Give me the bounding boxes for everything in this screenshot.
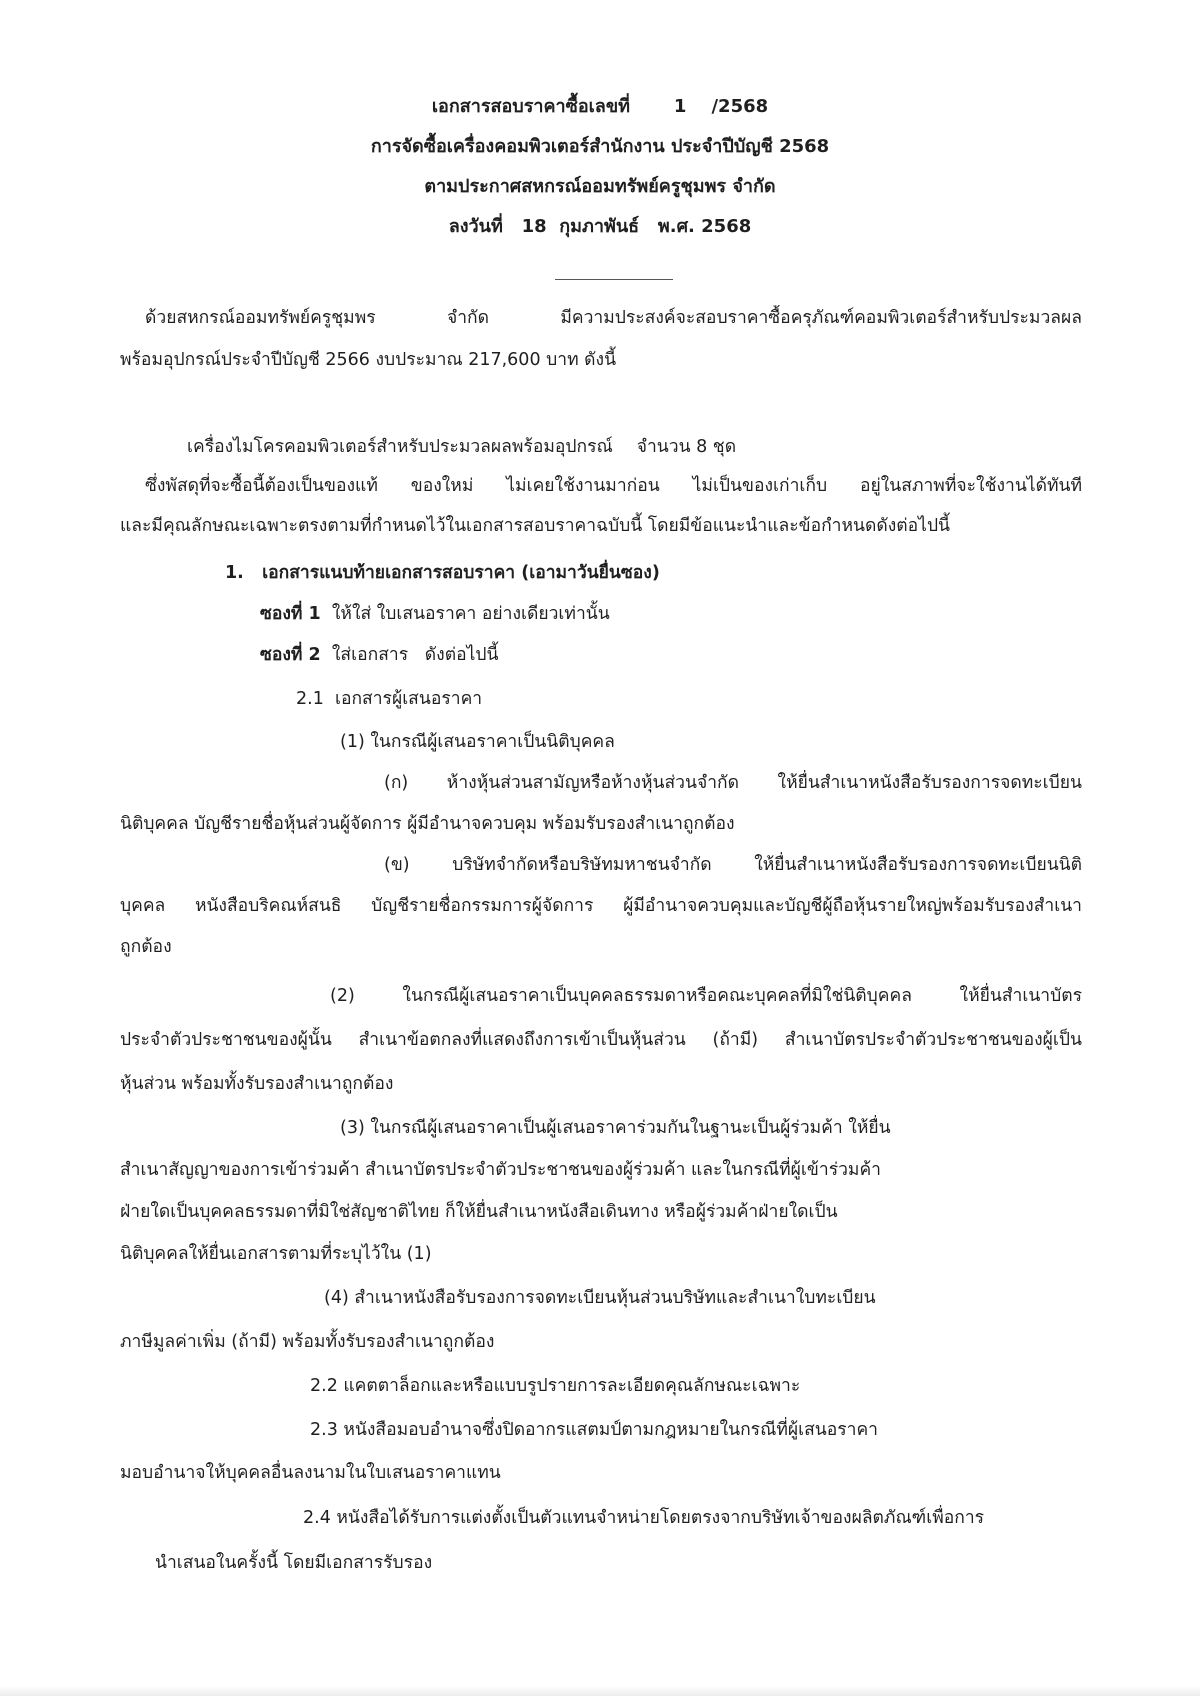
document-date: ลงวันที่ 18 กุมภาพันธ์ พ.ศ. 2568: [448, 216, 752, 237]
item-2-1-p1b-line-2: บุคคล หนังสือบริคณห์สนธิ บัญชีรายชื่อกรรมการผู้จัดการ ผู้มีอำนาจควบคุมและบัญชีผู้ถือหุ้นรายใหญ่พร้อมรับรองสำเนา: [120, 896, 1082, 916]
item-2-1-p1-title: (1) ในกรณีผู้เสนอราคาเป็นนิติบุคคล: [340, 732, 615, 752]
item-2-4-line-1: 2.4 หนังสือได้รับการแต่งตั้งเป็นตัวแทนจำหน่ายโดยตรงจากบริษัทเจ้าของผลิตภัณฑ์เพื่อการ: [303, 1508, 985, 1528]
item-2-1-p3-line-1: (3) ในกรณีผู้เสนอราคาเป็นผู้เสนอราคาร่วมกันในฐานะเป็นผู้ร่วมค้า ให้ยื่น: [340, 1118, 891, 1138]
item-2-1-p1b-line-1: (ข) บริษัทจำกัดหรือบริษัทมหาชนจำกัด ให้ยื่นสำเนาหนังสือรับรองการจดทะเบียนนิติ: [384, 855, 1082, 875]
section-1-heading: 1. เอกสารแนบท้ายเอกสารสอบราคา (เอามาวันยื่นซอง): [225, 563, 660, 583]
item-2-1-p4-line-1: (4) สำเนาหนังสือรับรองการจดทะเบียนหุ้นส่วนบริษัทและสำเนาใบทะเบียน: [324, 1288, 876, 1308]
item-2-4-line-2: นำเสนอในครั้งนี้ โดยมีเอกสารรับรอง: [155, 1553, 433, 1573]
item-2-1-p3-line-3: ฝ่ายใดเป็นบุคคลธรรมดาที่มิใช่สัญชาติไทย ก็ให้ยื่นสำเนาหนังสือเดินทาง หรือผู้ร่วมค้าฝ่ายใดเป็น: [120, 1202, 838, 1222]
header-divider: [555, 279, 673, 280]
item-2-2: 2.2 แคตตาล็อกและหรือแบบรูปรายการละเอียดคุณลักษณะเฉพาะ: [310, 1376, 801, 1396]
item-2-1-p1b-line-3: ถูกต้อง: [120, 937, 172, 957]
item-2-1-title: 2.1 เอกสารผู้เสนอราคา: [296, 689, 483, 709]
item-2-1-p3-line-4: นิติบุคคลให้ยื่นเอกสารตามที่ระบุไว้ใน (1): [120, 1244, 432, 1264]
envelope-2-text: ใส่เอกสาร ดังต่อไปนี้: [331, 645, 499, 665]
item-description: เครื่องไมโครคอมพิวเตอร์สำหรับประมวลผลพร้อมอุปกรณ์: [187, 437, 613, 457]
item-quantity: จำนวน 8 ชุด: [636, 437, 737, 457]
item-2-3-line-2: มอบอำนาจให้บุคคลอื่นลงนามในใบเสนอราคาแทน: [120, 1463, 501, 1483]
intro-line-2: พร้อมอุปกรณ์ประจำปีบัญชี 2566 งบประมาณ 217,600 บาท ดังนี้: [120, 350, 617, 370]
item-2-1-p2-line-1: (2) ในกรณีผู้เสนอราคาเป็นบุคคลธรรมดาหรือคณะบุคคลที่มิใช่นิติบุคคล ให้ยื่นสำเนาบัตร: [330, 986, 1082, 1006]
item-line: [187, 434, 736, 460]
conditions-line-2: และมีคุณลักษณะเฉพาะตรงตามที่กำหนดไว้ในเอกสารสอบราคาฉบับนี้ โดยมีข้อแนะนำและข้อกำหนดดังต่อไปนี้: [120, 516, 951, 536]
announcement-reference: ตามประกาศสหกรณ์ออมทรัพย์ครูชุมพร จำกัด: [424, 176, 776, 197]
scan-bottom-edge: [0, 1686, 1200, 1696]
envelope-2-label: ซองที่ 2: [260, 645, 321, 665]
item-2-1-p1a-line-2: นิติบุคคล บัญชีรายชื่อหุ้นส่วนผู้จัดการ ผู้มีอำนาจควบคุม พร้อมรับรองสำเนาถูกต้อง: [120, 814, 735, 834]
document-subject: การจัดซื้อเครื่องคอมพิวเตอร์สำนักงาน ประจำปีบัญชี 2568: [370, 136, 830, 157]
item-2-3-line-1: 2.3 หนังสือมอบอำนาจซึ่งปิดอากรแสตมป์ตามกฎหมายในกรณีที่ผู้เสนอราคา: [310, 1420, 879, 1440]
envelope-1-text: ให้ใส่ ใบเสนอราคา อย่างเดียวเท่านั้น: [331, 604, 610, 624]
intro-line-1: ด้วยสหกรณ์ออมทรัพย์ครูชุมพร จำกัด มีความประสงค์จะสอบราคาซื้อครุภัณฑ์คอมพิวเตอร์สำหรับประมวลผล: [145, 308, 1082, 328]
item-2-1-p3-line-2: สำเนาสัญญาของการเข้าร่วมค้า สำเนาบัตรประจำตัวประชาชนของผู้ร่วมค้า และในกรณีที่ผู้เข้าร่วมค้า: [120, 1160, 881, 1180]
conditions-line-1: ซึ่งพัสดุที่จะซื้อนี้ต้องเป็นของแท้ ของใหม่ ไม่เคยใช้งานมาก่อน ไม่เป็นของเก่าเก็บ อยู่ในสภาพที่จะใช้งานได้ทันที: [145, 476, 1082, 496]
envelope-1-label: ซองที่ 1: [260, 604, 321, 624]
item-2-1-p4-line-2: ภาษีมูลค่าเพิ่ม (ถ้ามี) พร้อมทั้งรับรองสำเนาถูกต้อง: [120, 1332, 495, 1352]
envelope-1-line: [260, 601, 610, 627]
item-2-1-p1a-line-1: (ก) ห้างหุ้นส่วนสามัญหรือห้างหุ้นส่วนจำกัด ให้ยื่นสำเนาหนังสือรับรองการจดทะเบียน: [384, 773, 1082, 793]
item-2-1-p2-line-3: หุ้นส่วน พร้อมทั้งรับรองสำเนาถูกต้อง: [120, 1074, 394, 1094]
item-2-1-p2-line-2: ประจำตัวประชาชนของผู้นั้น สำเนาข้อตกลงที่แสดงถึงการเข้าเป็นหุ้นส่วน (ถ้ามี) สำเนาบัตรประจำตัวประชาชนของผู้เป็น: [120, 1030, 1082, 1050]
envelope-2-line: [260, 642, 498, 668]
document-number-title: เอกสารสอบราคาซื้อเลขที่ 1 /2568: [431, 96, 769, 117]
